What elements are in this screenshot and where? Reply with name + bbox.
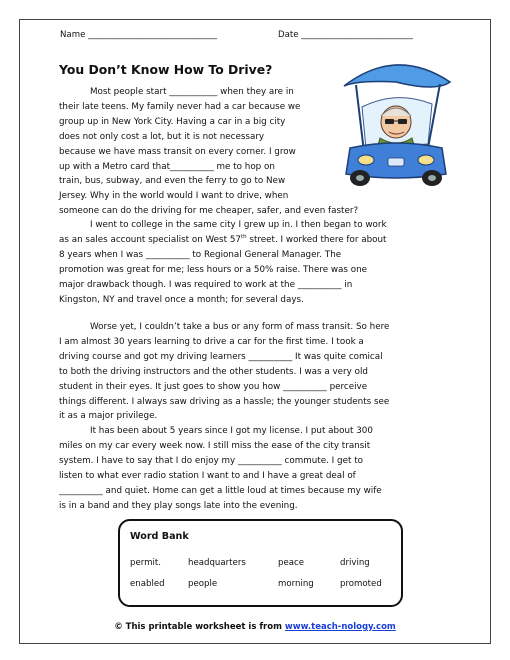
- paragraph-line: [59, 233, 387, 248]
- paragraph-line: to both the driving instructors and the other students. I was a very old: [59, 366, 368, 377]
- footer-copyright-text: © This printable worksheet is from: [114, 622, 285, 632]
- paragraph-line: miles on my car every week now. I still miss the ease of the city transit: [59, 440, 371, 451]
- word-bank-word: promoted: [340, 579, 382, 589]
- word-bank-box: [118, 519, 403, 607]
- car-canopy: [344, 65, 450, 87]
- paragraph-line: things different. I always saw driving as a hassle; the younger students see: [59, 396, 390, 407]
- word-bank-word: permit.: [130, 558, 161, 568]
- word-bank-word: people: [188, 579, 218, 589]
- paragraph-line: Jersey. Why in the world would I want to drive, when: [59, 191, 289, 202]
- word-bank-word: headquarters: [188, 558, 246, 568]
- word-bank-word: enabled: [130, 579, 165, 589]
- word-bank-title: Word Bank: [130, 531, 189, 542]
- name-field-label: Name ______________________________: [60, 30, 217, 40]
- paragraph-line: system. I have to say that I do enjoy my __________ commute. I get to: [59, 455, 363, 466]
- paragraph-line: __________ and quiet. Home can get a little loud at times because my wife: [59, 485, 382, 496]
- worksheet-title: You Don’t Know How To Drive?: [59, 62, 273, 77]
- paragraph-2: [59, 218, 387, 307]
- paragraph-line: Worse yet, I couldn’t take a bus or any form of mass transit. So here: [90, 322, 390, 332]
- paragraph-line: because we have mass transit on every corner. I grow: [59, 146, 296, 157]
- paragraph-line: I am almost 30 years learning to drive a car for the first time. I took a: [59, 336, 364, 347]
- paragraph-line: Kingston, NY and travel once a month; for several days.: [59, 294, 304, 305]
- paragraph-1: [59, 85, 358, 219]
- paragraph-line: train, bus, subway, and even the ferry to go to New: [59, 176, 286, 187]
- paragraph-line: up with a Metro card that__________ me to hop on: [59, 161, 275, 172]
- paragraph-3: [59, 320, 389, 424]
- paragraph-line: major drawback though. I was required to work at the __________ in: [59, 279, 353, 290]
- paragraph-line: driving course and got my driving learners __________ It was quite comical: [59, 351, 383, 362]
- worksheet-header: [60, 30, 460, 44]
- paragraph-line: listen to what ever radio station I want to and I have a great deal of: [59, 470, 356, 481]
- word-bank-word: peace: [278, 558, 305, 568]
- paragraph-line: is in a band and they play songs late into the evening.: [59, 500, 298, 511]
- paragraph-line: someone can do the driving for me cheaper, safer, and even faster?: [59, 206, 359, 217]
- paragraph-line: it as a major privilege.: [59, 411, 158, 422]
- paragraph-line: I went to college in the same city I grew up in. I then began to work: [90, 220, 387, 230]
- paragraph-4: [59, 424, 382, 513]
- teach-nology-link[interactable]: www.teach-nology.com: [284, 622, 396, 632]
- paragraph-line-end: street. I worked there for about: [246, 234, 387, 245]
- paragraph-line-start: as an sales account specialist on West 57: [59, 234, 241, 245]
- word-bank-word: morning: [278, 579, 314, 589]
- paragraph-line: does not only cost a lot, but it is not necessary: [59, 131, 265, 142]
- paragraph-line: It has been about 5 years since I got my license. I put about 300: [90, 426, 373, 436]
- paragraph-line: group up in New York City. Having a car in a big city: [59, 116, 286, 127]
- paragraph-line: promotion was great for me; less hours or a 50% raise. There was one: [59, 264, 368, 275]
- paragraph-line: their late teens. My family never had a car because we: [59, 101, 301, 112]
- paragraph-line: student in their eyes. It just goes to show you how __________ perceive: [59, 381, 368, 392]
- worksheet-footer: [0, 622, 510, 632]
- paragraph-line: 8 years when I was __________ to Regional General Manager. The: [59, 249, 342, 260]
- paragraph-line: Most people start ___________ when they are in: [90, 87, 294, 97]
- word-bank-word: driving: [340, 558, 370, 568]
- ordinal-superscript: th: [240, 234, 247, 240]
- date-field-label: Date __________________________: [278, 30, 413, 40]
